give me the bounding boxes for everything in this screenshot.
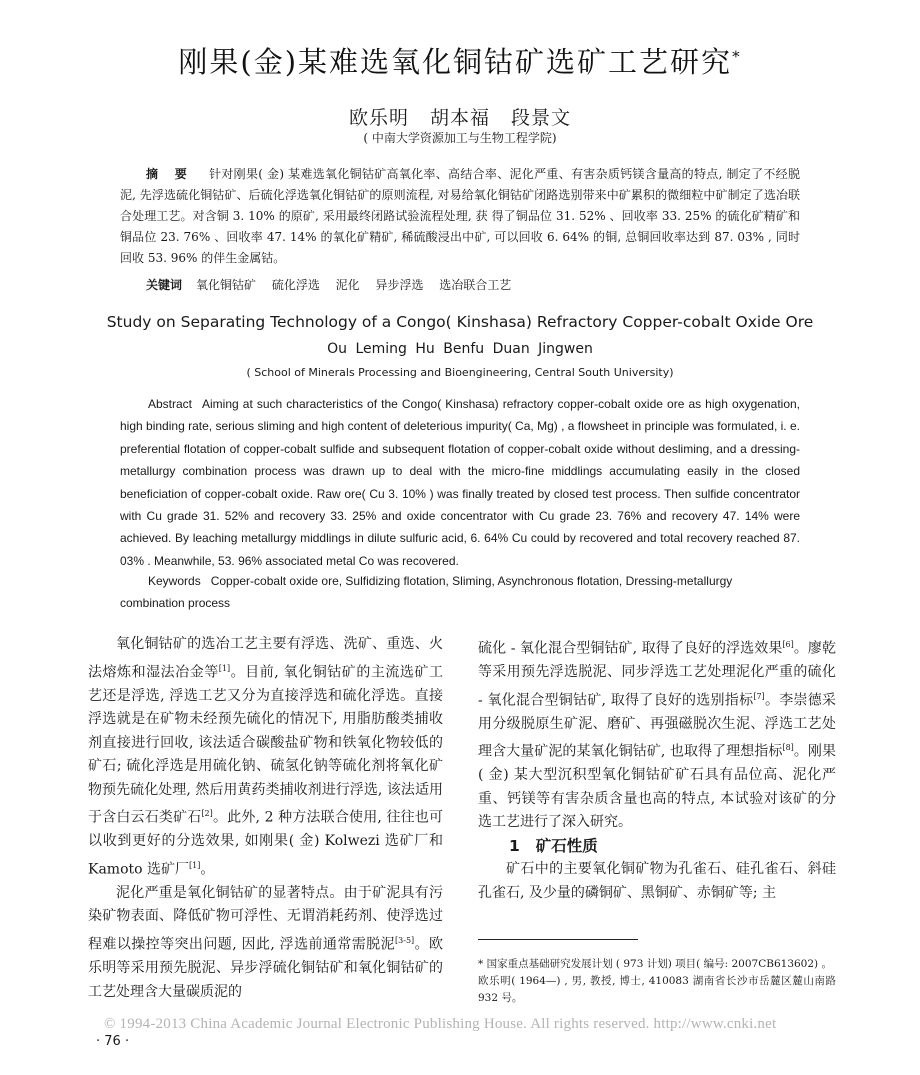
body-text: 泥化严重是氧化铜钴矿的显著特点。由于矿泥具有污染矿物表面、降低矿物可浮性、无谓消耗药剂、使浮选过程难以操控等突出问题, 因此, 浮选前通常需脱泥 <box>88 884 443 953</box>
citation: [1] <box>218 663 231 673</box>
body-column-right <box>478 633 836 905</box>
body-text: 。廖乾等采用预先浮选脱泥、同步浮选工艺处理泥化严重的硫化 - 氧化混合型铜钴矿, 取得了良好的选别指标 <box>478 640 837 709</box>
footnotes <box>478 956 836 1007</box>
paper-title-text: 刚果(金)某难选氧化铜钴矿选矿工艺研究 <box>178 45 733 79</box>
page-number: · 76 · <box>96 1034 130 1049</box>
citation: [2] <box>201 809 213 819</box>
keywords-cn <box>146 276 511 293</box>
citation: [6] <box>782 640 794 649</box>
body-text: 。李崇德采用分级脱原生矿泥、磨矿、再强磁脱次生泥、浮选工艺处理含大量矿泥的某氧化铜钴矿, 也取得了理想指标 <box>478 692 836 760</box>
body-text: 氧化铜钴矿的选冶工艺主要有浮选、洗矿、重选、火法熔炼和湿法冶金等 <box>88 636 443 681</box>
body-text: 硫化 - 氧化混合型铜钴矿, 取得了良好的浮选效果 <box>478 640 783 657</box>
copyright-watermark: © 1994-2013 China Academic Journal Electronic Publishing House. All rights reserved. http://www.cnki.net <box>104 1016 777 1032</box>
body-text: 。 <box>200 861 215 878</box>
affiliation-cn: ( 中南大学资源加工与生物工程学院) <box>363 131 557 145</box>
citation: [8] <box>782 743 794 753</box>
section-title: 矿石性质 <box>535 836 598 855</box>
authors-cn: 欧乐明 胡本福 段景文 <box>348 107 572 129</box>
section-number: 1 <box>509 836 520 855</box>
abstract-en-label: Abstract <box>148 397 193 411</box>
body-column-left <box>88 633 443 1004</box>
keywords-cn-text: 氧化铜钴矿 硫化浮选 泥化 异步浮选 选冶联合工艺 <box>196 278 512 292</box>
abstract-cn-text: 针对刚果( 金) 某难选氧化铜钴矿高氧化率、高结合率、泥化严重、有害杂质钙镁含量高的特点, 制定了不经脱泥, 先浮选硫化铜钴矿、后硫化浮选氧化铜钴矿的原则流程, 对易给氧化铜钴矿闭路选别带来中矿累积的微细粒中矿制定了选冶联合处理工艺。对含铜 3. 10% 的原矿, 采用最终闭路试验流程处理, 获 得了铜品位 31. 52% 、回收率 33. 25% 的硫化矿精矿和铜品位 23. 76% 、回收率 47. 14% 的氧化矿精矿, 稀硫酸浸出中矿, 可以回收 6. 64% 的铜, 总铜回收率达到 87. 03% , 同时回收 53. 96% 的伴生金属钴。 <box>120 167 800 265</box>
body-paragraph <box>478 633 836 835</box>
affiliation-en: ( School of Minerals Processing and Bioengineering, Central South University) <box>246 366 674 379</box>
body-paragraph <box>88 633 443 882</box>
section-heading <box>478 835 836 859</box>
title-en: Study on Separating Technology of a Congo( Kinshasa) Refractory Copper-cobalt Oxide Ore <box>106 313 814 331</box>
body-text: 。欧乐明等采用预先脱泥、异步浮硫化铜钴矿和氧化铜钴矿的工艺处理含大量碳质泥的 <box>88 936 443 1000</box>
footnote-fund: * 国家重点基础研究发展计划 ( 973 计划) 项目( 编号: 2007CB613602) 。 <box>478 958 832 970</box>
citation: [7] <box>753 691 765 701</box>
citation: [3-5] <box>395 935 415 945</box>
keywords-en-text: Copper-cobalt oxide ore, Sulfidizing flotation, Sliming, Asynchronous flotation, Dressing-metallurgy combination process <box>120 574 733 610</box>
keywords-cn-label: 关键词 <box>146 278 183 292</box>
keywords-en <box>120 570 800 614</box>
authors-en: Ou Leming Hu Benfu Duan Jingwen <box>327 341 593 357</box>
abstract-en-text: Aiming at such characteristics of the Congo( Kinshasa) refractory copper-cobalt oxide ore as high oxygenation, high binding rate, serious sliming and high content of deleterious impurity( Ca, Mg) , a flowsheet in principle was formulated, i. e. preferential flotation of copper-cobalt sulfide and subsequent flotation of copper-cobalt oxide without desliming, and a dressing-metallurgy combination process was drawn up to deal with the micro-fine middlings accumulating easily in the closed beneficiation of copper-cobalt oxide. Raw ore( Cu 3. 10% ) was finally treated by closed test process. Then sulfide concentrator with Cu grade 31. 52% and recovery 33. 25% and oxide concentrator with Cu grade 23. 76% and recovery 47. 14% were achieved. By leaching metallurgy middlings in dilute sulfuric acid, 6. 64% Cu could by recovered and total recovery reached 87. 03% . Meanwhile, 53. 96% associated metal Co was recovered. <box>120 397 800 568</box>
body-text: 。此外, 2 种方法联合使用, 往往也可以收到更好的分选效果, 如刚果( 金) Kolwezi 选矿厂和 Kamoto 选矿厂 <box>88 809 443 878</box>
footnote-author: 欧乐明( 1964—) , 男, 教授, 博士, 410083 湖南省长沙市岳麓区麓山南路932 号。 <box>478 975 836 1004</box>
body-text: 。刚果( 金) 某大型沉积型氧化铜钴矿矿石具有品位高、泥化严重、钙镁等有害杂质含量也高的特点, 本试验对该矿的分选工艺进行了深入研究。 <box>478 743 837 831</box>
body-text: 矿石中的主要氧化铜矿物为孔雀石、硅孔雀石、斜硅孔雀石, 及少量的磷铜矿、黑铜矿、赤铜矿等; 主 <box>478 861 836 901</box>
title-footnote-mark: * <box>732 47 742 66</box>
footnote-divider <box>478 939 638 940</box>
abstract-en <box>120 393 800 572</box>
abstract-cn-label: 摘 要 <box>146 167 194 181</box>
keywords-en-label: Keywords <box>148 574 201 588</box>
body-paragraph <box>478 858 836 905</box>
body-text: 。目前, 氧化铜钴矿的主流选矿工艺还是浮选, 浮选工艺又分为直接浮选和硫化浮选。直接浮选就是在矿物未经预先硫化的情况下, 用脂肪酸类捕收剂直接进行回收, 该法适合碳酸盐矿物和铁氧化物较低的矿石; 硫化浮选是用硫化钠、硫氢化钠等硫化剂将氧化矿物预先硫化处理, 然后用黄药类捕收剂进行浮选, 该法适用于含白云石类矿石 <box>88 664 443 826</box>
paper-title <box>0 40 920 81</box>
citation: [1] <box>189 860 201 870</box>
abstract-cn <box>120 164 800 269</box>
body-paragraph <box>88 882 443 1004</box>
